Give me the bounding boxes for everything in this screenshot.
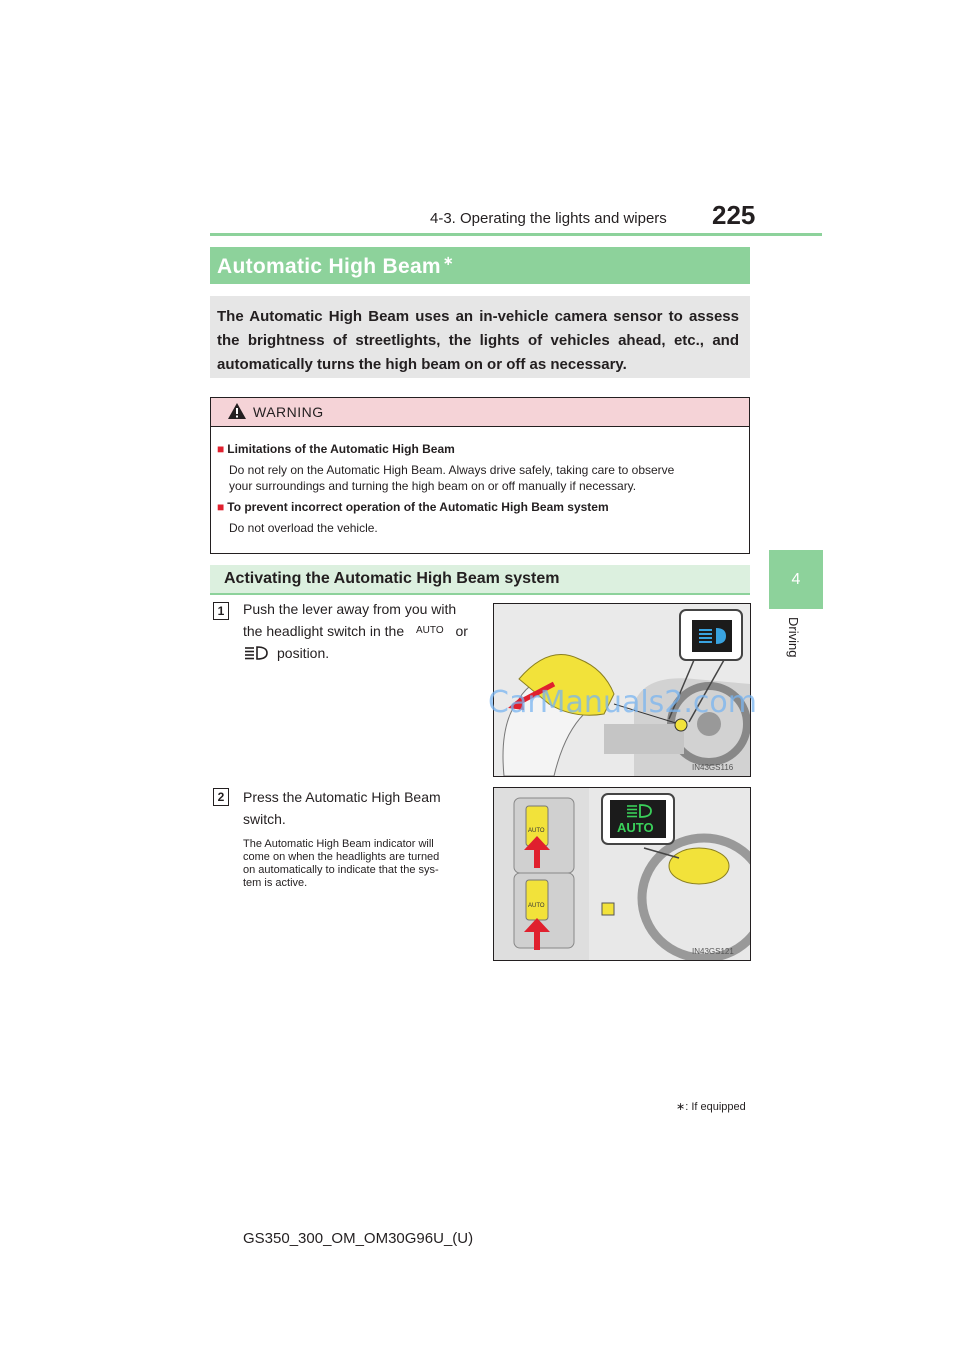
figure-code: IN43GS121 [692,947,734,956]
switch-illustration [494,788,750,960]
bullet-square-icon: ■ [217,442,225,456]
warning-title: WARNING [253,404,324,420]
step-2-text [243,786,480,830]
chapter-label-text: Driving [786,617,801,658]
auto-symbol: AUTO [416,625,444,636]
bullet-square-icon: ■ [217,500,225,514]
high-beam-icon [243,645,269,661]
warning-item-text: Do not overload the vehicle. [229,521,378,535]
warning-line: your surroundings and turning the high beam on or off manually if necessary. [229,479,637,493]
intro-text: The Automatic High Beam uses an in-vehicle camera sensor to assess the brightness of streetlights, the lights of vehicles ahead, etc., and automatically turns the high beam on or off as necessary. [217,308,739,373]
warning-icon [227,402,247,420]
warning-line: Do not rely on the Automatic High Beam. Always drive safely, taking care to observe [229,463,675,477]
step-2-note: The Automatic High Beam indicator will come on when the headlights are turned on automatically to indicate that the sys- tem is active. [243,838,440,889]
warning-item-heading-text: To prevent incorrect operation of the Automatic High Beam system [227,500,609,514]
footnote-text: : If equipped [685,1101,746,1113]
equipped-mark: ∗ [442,253,455,268]
section-header: 4-3. Operating the lights and wipers [430,210,667,227]
warning-item-text [229,462,744,494]
step-number: 2 [213,788,229,806]
subsection-title: Activating the Automatic High Beam system [224,570,560,587]
switch-auto-label: AUTO [528,828,545,834]
warning-item-heading [217,500,609,514]
chapter-tab[interactable]: 4 [769,550,823,609]
page-number: 225 [712,200,756,230]
step-number: 1 [213,602,229,620]
warning-item-heading [217,442,455,456]
header-rule [210,233,822,236]
step-line: position. [243,642,480,664]
switch-auto-label: AUTO [528,903,545,909]
step-1-text [243,598,480,664]
document-code: GS350_300_OM_OM30G96U_(U) [243,1230,474,1247]
title-text: Automatic High Beam [217,255,441,278]
step-line: the headlight switch in the $^{AUTO}$ or [243,623,468,639]
auto-high-beam-indicator-icon [624,804,654,818]
footnote [676,1100,746,1113]
warning-item-heading-text: Limitations of the Automatic High Beam [227,442,455,456]
step-line: switch. [243,811,286,827]
figure-code: IN43GS116 [692,763,734,772]
footnote-mark: ∗ [676,1101,686,1113]
page-title [217,253,454,279]
indicator-auto-label: AUTO [617,820,654,835]
watermark: CarManuals2.com [488,685,758,720]
chapter-label [777,617,817,677]
step-line: Push the lever away from you with [243,601,457,617]
figure-switch [493,787,751,961]
step-line: Press the Automatic High Beam [243,789,441,805]
